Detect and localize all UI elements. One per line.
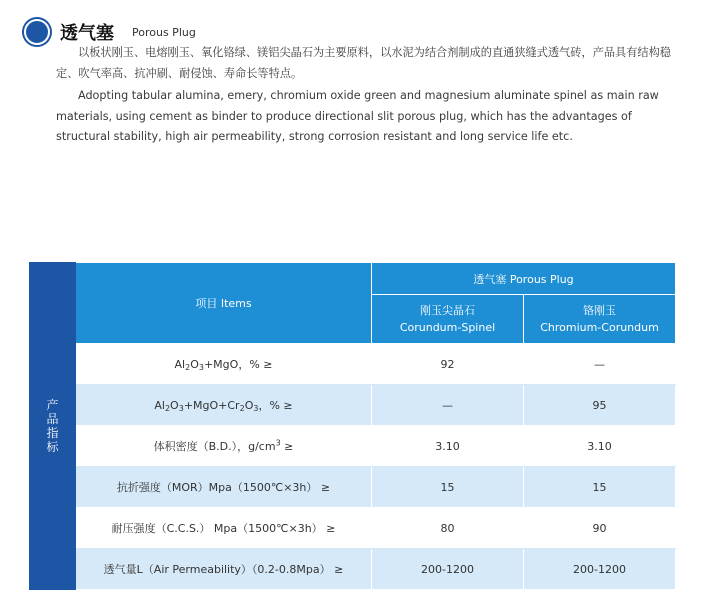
- table-row: [30, 426, 676, 467]
- cell-value: 3.10: [524, 426, 676, 467]
- column-header-cn: 铬刚玉: [583, 304, 616, 317]
- table-row: [30, 549, 676, 590]
- cell-value: 90: [524, 508, 676, 549]
- description-en: [56, 86, 684, 148]
- cell-value: 3.10: [372, 426, 524, 467]
- table-row: [30, 467, 676, 508]
- cell-value: —: [372, 385, 524, 426]
- cell-value: 15: [524, 467, 676, 508]
- column-header-en: Corundum-Spinel: [399, 321, 496, 334]
- table-row: [30, 508, 676, 549]
- side-label: [30, 263, 76, 590]
- row-label: 抗折强度（MOR）Mpa（1500℃×3h） ≥: [76, 467, 372, 508]
- description-cn: [56, 43, 684, 84]
- side-label-text: 产品指标: [46, 398, 59, 454]
- row-label: 耐压强度（C.C.S.） Mpa（1500℃×3h） ≥: [76, 508, 372, 549]
- column-header-en: Chromium-Corundum: [540, 321, 659, 334]
- title-cn: 透气塞: [60, 23, 114, 44]
- spec-table: [29, 262, 675, 590]
- table-row: [30, 385, 676, 426]
- row-label: $Al_2O_3+MgO$，% ≥: [76, 344, 372, 385]
- table-row: [30, 344, 676, 385]
- cell-value: 200-1200: [524, 549, 676, 590]
- cell-value: 92: [372, 344, 524, 385]
- title-en: Porous Plug: [132, 25, 196, 39]
- column-header-corundum-spinel: [372, 295, 524, 344]
- column-header-cn: 刚玉尖晶石: [420, 304, 475, 317]
- cell-value: —: [524, 344, 676, 385]
- cell-value: 15: [372, 467, 524, 508]
- description-cn-text: 以板状刚玉、电熔刚玉、氧化铬绿、镁铝尖晶石为主要原料，以水泥为结合剂制成的直通狭缝式透气砖，产品具有结构稳定、吹气率高、抗冲刷、耐侵蚀、寿命长等特点。: [56, 46, 671, 80]
- column-header-chromium-corundum: [524, 295, 676, 344]
- circle-bullet-icon: [24, 19, 50, 45]
- cell-value: 200-1200: [372, 549, 524, 590]
- description-en-text: Adopting tabular alumina, emery, chromium oxide green and magnesium aluminate spinel as main raw materials, using cement as binder to produce directional slit porous plug, which has the advantages of structural stability, high air permeability, strong corrosion resistant and long service life etc.: [56, 89, 659, 143]
- cell-value: 80: [372, 508, 524, 549]
- row-label: 透气量L（Air Permeability）（0.2-0.8Mpa） ≥: [76, 549, 372, 590]
- product-header: 透气塞 Porous Plug: [372, 263, 676, 295]
- section-header: [22, 18, 196, 46]
- row-label: 体积密度（B.D.），$g/cm^3$ ≥: [76, 426, 372, 467]
- item-header: 项目 Items: [76, 263, 372, 344]
- cell-value: 95: [524, 385, 676, 426]
- row-label: $Al_2O_3+MgO+Cr_2O_3$，% ≥: [76, 385, 372, 426]
